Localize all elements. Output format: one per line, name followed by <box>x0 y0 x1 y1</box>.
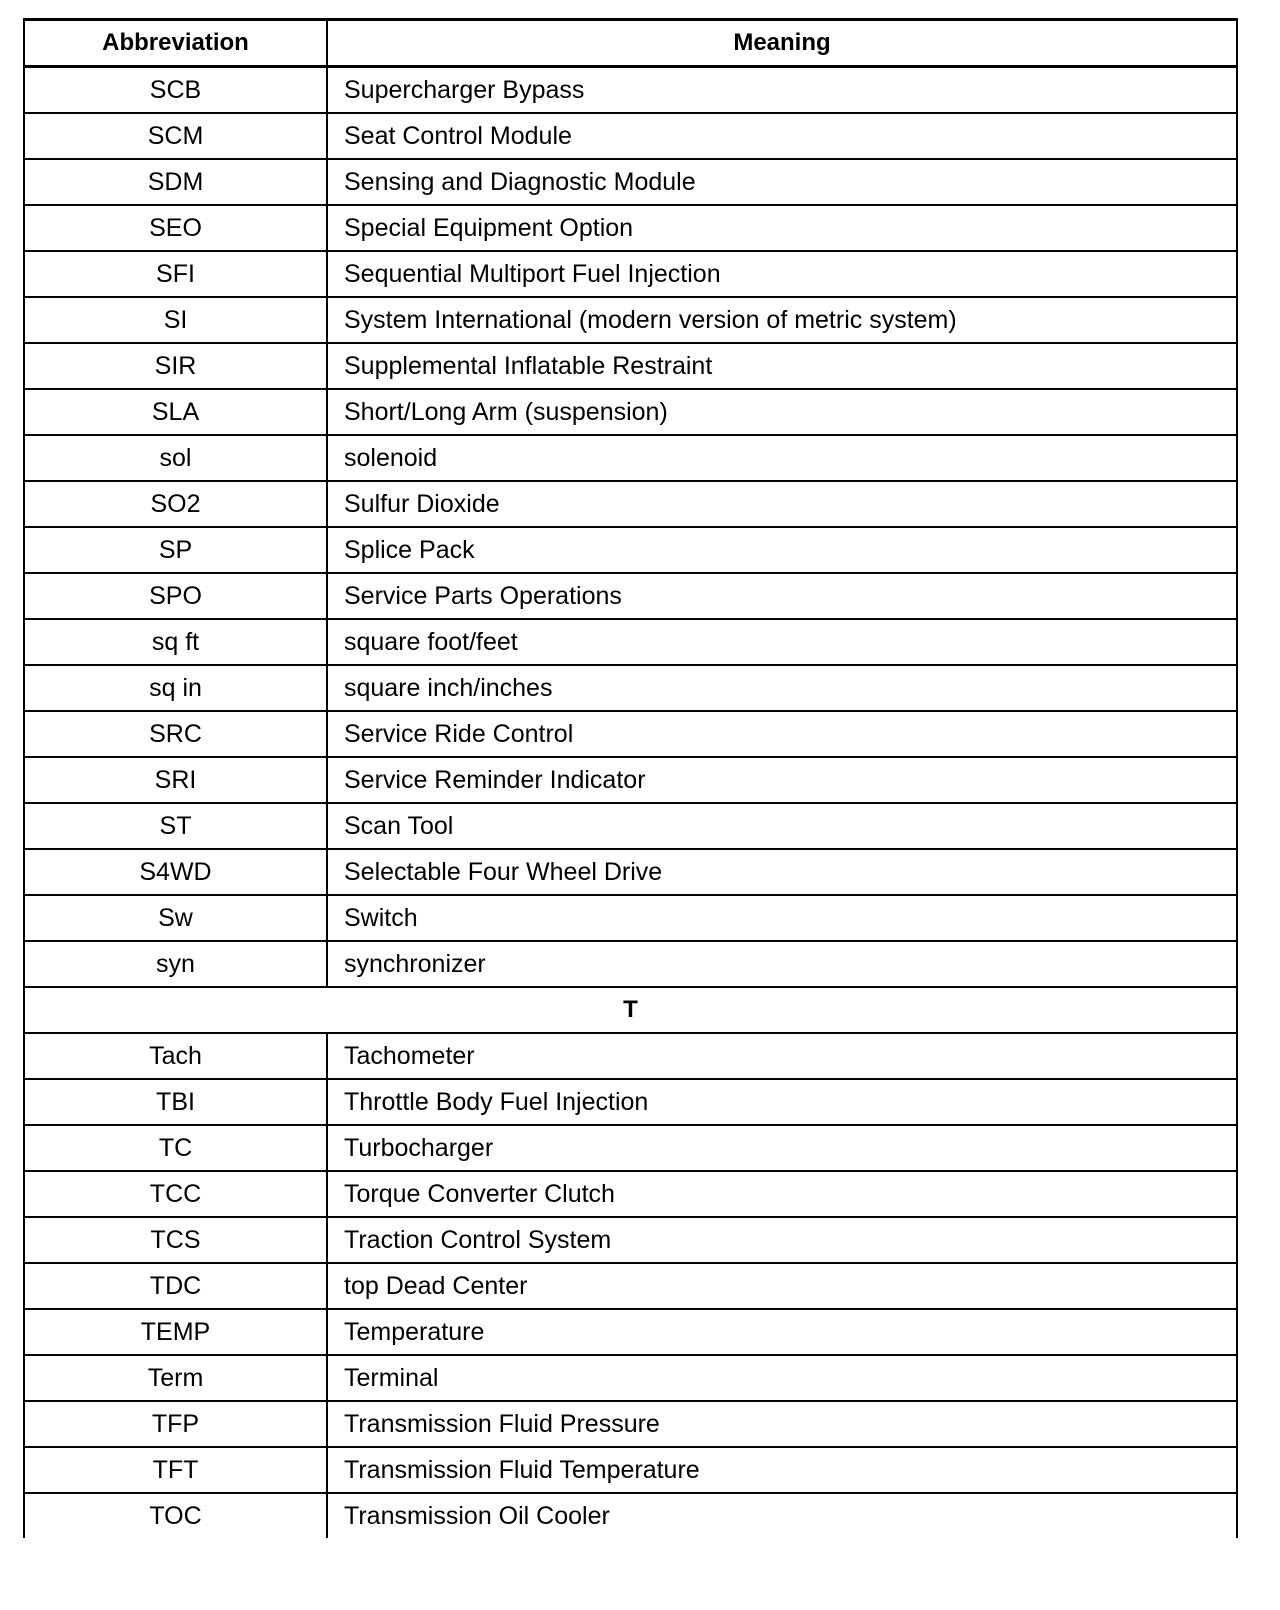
meaning-cell: Scan Tool <box>327 803 1237 849</box>
meaning-cell: Short/Long Arm (suspension) <box>327 389 1237 435</box>
meaning-cell: Turbocharger <box>327 1125 1237 1171</box>
meaning-cell: solenoid <box>327 435 1237 481</box>
table-row <box>24 1217 1237 1263</box>
abbreviation-cell: SIR <box>24 343 327 389</box>
meaning-cell: Service Reminder Indicator <box>327 757 1237 803</box>
meaning-cell: Transmission Oil Cooler <box>327 1493 1237 1538</box>
t-section-rows <box>24 1033 1237 1538</box>
abbreviation-table <box>23 18 1238 1538</box>
table-header-row <box>24 20 1237 67</box>
meaning-cell: Splice Pack <box>327 527 1237 573</box>
table-row <box>24 665 1237 711</box>
abbreviation-cell: TOC <box>24 1493 327 1538</box>
table-row <box>24 205 1237 251</box>
meaning-cell: Seat Control Module <box>327 113 1237 159</box>
table-row <box>24 435 1237 481</box>
abbreviation-cell: TCC <box>24 1171 327 1217</box>
table-row <box>24 343 1237 389</box>
meaning-cell: Sequential Multiport Fuel Injection <box>327 251 1237 297</box>
table-row <box>24 297 1237 343</box>
table-row <box>24 849 1237 895</box>
abbreviation-cell: TCS <box>24 1217 327 1263</box>
abbreviation-cell: SO2 <box>24 481 327 527</box>
table-row <box>24 619 1237 665</box>
meaning-cell: System International (modern version of metric system) <box>327 297 1237 343</box>
meaning-cell: Throttle Body Fuel Injection <box>327 1079 1237 1125</box>
abbreviation-cell: TDC <box>24 1263 327 1309</box>
abbreviation-cell: SCM <box>24 113 327 159</box>
abbreviation-cell: TFP <box>24 1401 327 1447</box>
abbreviation-cell: SPO <box>24 573 327 619</box>
meaning-column-header: Meaning <box>327 20 1237 67</box>
table-row <box>24 1033 1237 1079</box>
abbreviation-cell: TEMP <box>24 1309 327 1355</box>
abbreviation-cell: SI <box>24 297 327 343</box>
abbreviation-cell: sq ft <box>24 619 327 665</box>
abbreviation-cell: SFI <box>24 251 327 297</box>
abbreviation-cell: sq in <box>24 665 327 711</box>
abbreviation-cell: sol <box>24 435 327 481</box>
meaning-cell: Sulfur Dioxide <box>327 481 1237 527</box>
meaning-cell: Service Ride Control <box>327 711 1237 757</box>
section-header-row <box>24 987 1237 1033</box>
table-row <box>24 803 1237 849</box>
table-row <box>24 1079 1237 1125</box>
table-row <box>24 1493 1237 1538</box>
table-row <box>24 1401 1237 1447</box>
abbreviation-cell: SDM <box>24 159 327 205</box>
meaning-cell: Sensing and Diagnostic Module <box>327 159 1237 205</box>
abbreviation-cell: SRC <box>24 711 327 757</box>
table-row <box>24 1263 1237 1309</box>
table-row <box>24 1125 1237 1171</box>
s-section-rows <box>24 67 1237 988</box>
meaning-cell: Transmission Fluid Pressure <box>327 1401 1237 1447</box>
table-row <box>24 159 1237 205</box>
abbreviation-cell: Term <box>24 1355 327 1401</box>
document-page <box>23 18 1236 1538</box>
meaning-cell: square inch/inches <box>327 665 1237 711</box>
table-row <box>24 67 1237 114</box>
table-row <box>24 1355 1237 1401</box>
meaning-cell: synchronizer <box>327 941 1237 987</box>
meaning-cell: Terminal <box>327 1355 1237 1401</box>
meaning-cell: square foot/feet <box>327 619 1237 665</box>
table-row <box>24 113 1237 159</box>
table-row <box>24 389 1237 435</box>
abbreviation-cell: TC <box>24 1125 327 1171</box>
meaning-cell: Special Equipment Option <box>327 205 1237 251</box>
meaning-cell: Supercharger Bypass <box>327 67 1237 114</box>
abbreviation-cell: TFT <box>24 1447 327 1493</box>
abbreviation-column-header: Abbreviation <box>24 20 327 67</box>
abbreviation-cell: SCB <box>24 67 327 114</box>
abbreviation-cell: SRI <box>24 757 327 803</box>
table-row <box>24 527 1237 573</box>
abbreviation-cell: syn <box>24 941 327 987</box>
meaning-cell: Supplemental Inflatable Restraint <box>327 343 1237 389</box>
meaning-cell: Switch <box>327 895 1237 941</box>
abbreviation-cell: Tach <box>24 1033 327 1079</box>
meaning-cell: Service Parts Operations <box>327 573 1237 619</box>
meaning-cell: Traction Control System <box>327 1217 1237 1263</box>
table-row <box>24 1171 1237 1217</box>
abbreviation-cell: ST <box>24 803 327 849</box>
table-row <box>24 711 1237 757</box>
abbreviation-cell: S4WD <box>24 849 327 895</box>
table-row <box>24 251 1237 297</box>
table-row <box>24 941 1237 987</box>
meaning-cell: Temperature <box>327 1309 1237 1355</box>
meaning-cell: Tachometer <box>327 1033 1237 1079</box>
abbreviation-cell: Sw <box>24 895 327 941</box>
abbreviation-cell: SLA <box>24 389 327 435</box>
table-row <box>24 481 1237 527</box>
meaning-cell: Transmission Fluid Temperature <box>327 1447 1237 1493</box>
abbreviation-cell: SEO <box>24 205 327 251</box>
meaning-cell: Torque Converter Clutch <box>327 1171 1237 1217</box>
table-row <box>24 895 1237 941</box>
abbreviation-cell: TBI <box>24 1079 327 1125</box>
abbreviation-cell: SP <box>24 527 327 573</box>
table-row <box>24 573 1237 619</box>
table-row <box>24 1309 1237 1355</box>
table-row <box>24 757 1237 803</box>
meaning-cell: Selectable Four Wheel Drive <box>327 849 1237 895</box>
meaning-cell: top Dead Center <box>327 1263 1237 1309</box>
section-header-t: T <box>24 987 1237 1033</box>
table-row <box>24 1447 1237 1493</box>
